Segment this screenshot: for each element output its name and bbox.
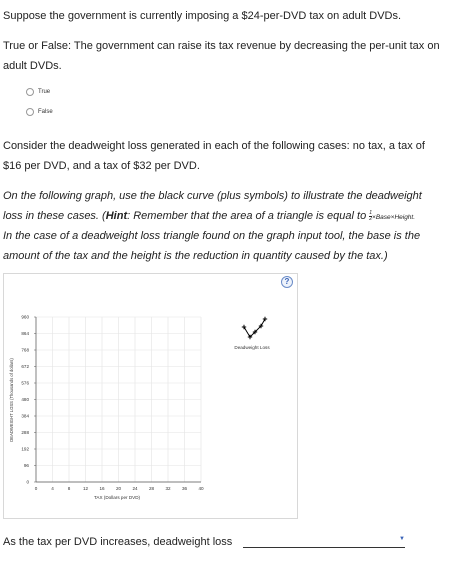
bottom-sentence: As the tax per DVD increases, deadweight loss bbox=[3, 536, 233, 548]
legend-curve-line bbox=[244, 319, 265, 337]
y-tick-label: 768 bbox=[21, 347, 29, 353]
graph-input-tool[interactable] bbox=[3, 273, 298, 519]
question-3-line-2: $16 per DVD, and a tax of $32 per DVD. bbox=[3, 160, 200, 172]
y-tick-label: 576 bbox=[21, 380, 29, 386]
instructions-line-3: In the case of a deadweight loss triangle found on the graph input tool, the base is the bbox=[3, 230, 421, 242]
instructions-text: loss in these cases. ( bbox=[3, 210, 106, 222]
y-tick-label: 192 bbox=[21, 446, 29, 452]
radio-option-false[interactable] bbox=[26, 108, 53, 116]
y-axis-label: DEADWEIGHT LOSS (Thousands of dollars) bbox=[9, 358, 14, 442]
x-tick-label: 28 bbox=[148, 486, 155, 491]
y-tick-label: 96 bbox=[23, 463, 29, 469]
chevron-down-icon: ▼ bbox=[399, 536, 405, 542]
fraction-denominator: 2 bbox=[369, 215, 373, 222]
y-tick-label: 288 bbox=[21, 430, 29, 436]
y-tick-label: 960 bbox=[21, 314, 29, 320]
x-tick-label: 4 bbox=[51, 486, 54, 491]
y-tick-label: 672 bbox=[21, 364, 29, 370]
question-icon[interactable]: ? bbox=[281, 276, 293, 288]
hint-label: Hint bbox=[105, 210, 128, 222]
instructions-text: : Remember that the area of a triangle is equal to bbox=[127, 210, 370, 222]
x-tick-label: 8 bbox=[67, 486, 71, 491]
instructions-line-1: On the following graph, use the black curve (plus symbols) to illustrate the deadweight bbox=[3, 190, 422, 202]
radio-button[interactable] bbox=[26, 88, 34, 96]
fraction-numerator: 1 bbox=[369, 209, 373, 216]
y-tick-label: 864 bbox=[21, 331, 29, 337]
deadweight-loss-curve-tool[interactable] bbox=[242, 317, 267, 339]
legend-label: Deadweight Loss bbox=[234, 345, 270, 350]
question-1: Suppose the government is currently imposing a $24-per-DVD tax on adult DVDs. bbox=[3, 10, 402, 22]
instructions-line-4: amount of the tax and the height is the reduction in quantity caused by the tax.) bbox=[3, 250, 388, 262]
x-axis-label: TAX (Dollars per DVD) bbox=[93, 495, 141, 500]
radio-option-true[interactable] bbox=[26, 88, 50, 96]
x-tick-label: 40 bbox=[198, 486, 204, 491]
x-tick-label: 12 bbox=[82, 486, 89, 491]
x-tick-label: 0 bbox=[34, 486, 38, 491]
y-tick-label: 480 bbox=[21, 397, 29, 403]
question-3-line-1: Consider the deadweight loss generated in each of the following cases: no tax, a tax of bbox=[3, 140, 425, 152]
question-2-line-1: True or False: The government can raise its tax revenue by decreasing the per-unit tax on bbox=[3, 40, 440, 52]
radio-label: True bbox=[38, 89, 51, 95]
x-tick-label: 36 bbox=[181, 486, 188, 491]
area-formula: ×Base×Height. bbox=[372, 214, 416, 221]
x-tick-label: 32 bbox=[165, 486, 171, 491]
question-2-line-2: adult DVDs. bbox=[3, 60, 62, 72]
deadweight-loss-dropdown[interactable] bbox=[243, 536, 405, 548]
deadweight-loss-chart[interactable] bbox=[4, 274, 297, 518]
y-tick-label: 384 bbox=[21, 413, 29, 419]
instructions-line-2 bbox=[3, 206, 415, 228]
radio-label: False bbox=[38, 109, 53, 115]
x-tick-label: 20 bbox=[115, 486, 122, 491]
x-tick-label: 24 bbox=[132, 486, 138, 491]
x-tick-label: 16 bbox=[99, 486, 105, 491]
radio-button[interactable] bbox=[26, 108, 34, 116]
y-tick-label: 0 bbox=[26, 479, 29, 485]
